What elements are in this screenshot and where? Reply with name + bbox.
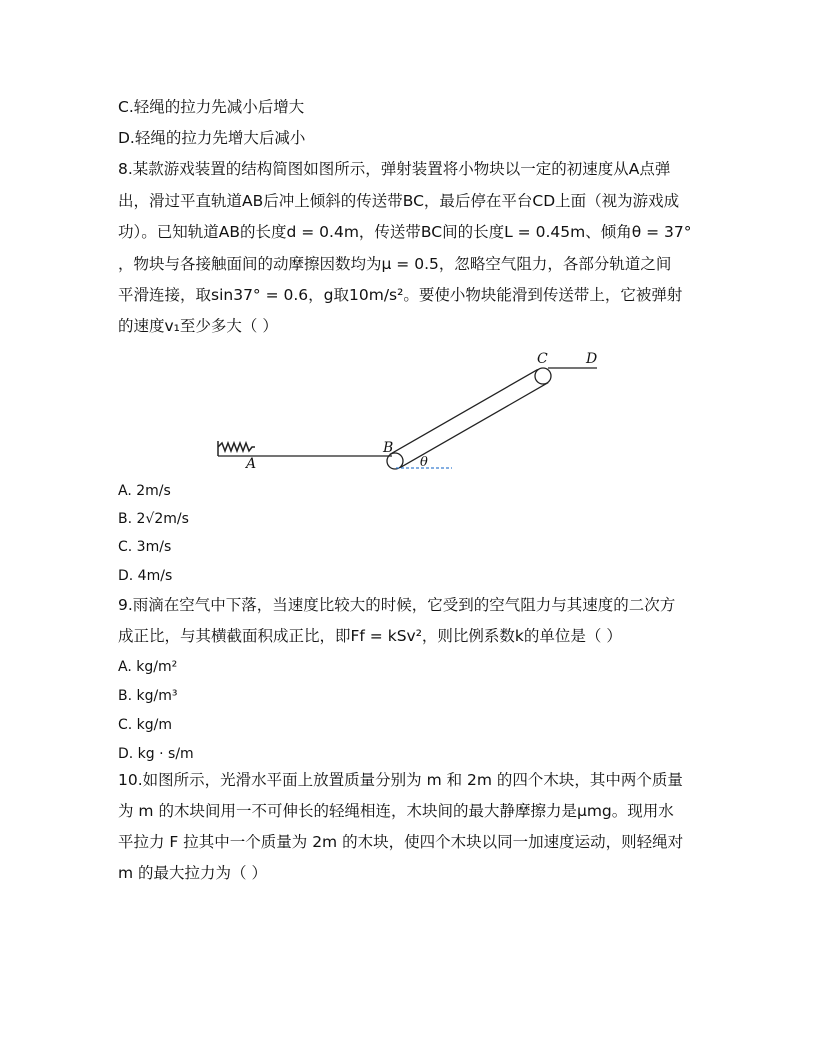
- spring-launcher: [218, 441, 255, 456]
- q8-text-line-6: 的速度v₁至少多大（ ）: [118, 317, 278, 335]
- label-b: B: [383, 440, 394, 456]
- q8-option-c: C. 3m/s: [118, 539, 172, 555]
- q9-option-c: C. kg/m: [118, 717, 173, 733]
- label-a: A: [246, 456, 257, 472]
- q8-text-line-1: 8.某款游戏装置的结构简图如图所示，弹射装置将小物块以一定的初速度从A点弹: [118, 160, 671, 178]
- q9-text-line-2: 成正比，与其横截面积成正比，即Ff = kSv²，则比例系数k的单位是（ ）: [118, 627, 622, 645]
- label-theta: θ: [420, 455, 428, 470]
- q9-text-line-1: 9.雨滴在空气中下落，当速度比较大的时候，它受到的空气阻力与其速度的二次方: [118, 596, 676, 614]
- q9-option-a: A. kg/m²: [118, 659, 178, 675]
- q8-option-a: A. 2m/s: [118, 483, 171, 499]
- q8-text-line-2: 出，滑过平直轨道AB后冲上倾斜的传送带BC，最后停在平台CD上面（视为游戏成: [118, 192, 680, 210]
- q9-option-d: D. kg · s/m: [118, 746, 194, 762]
- q10-text-line-1: 10.如图所示，光滑水平面上放置质量分别为 m 和 2m 的四个木块，其中两个质量: [118, 771, 683, 789]
- q9-option-b: B. kg/m³: [118, 688, 178, 704]
- q8-option-b: B. 2√2m/s: [118, 511, 189, 527]
- q8-text-line-4: ，物块与各接触面间的动摩擦因数均为μ = 0.5，忽略空气阻力，各部分轨道之间: [118, 255, 672, 273]
- q10-text-line-4: m 的最大拉力为（ ）: [118, 864, 267, 882]
- q8-option-d: D. 4m/s: [118, 568, 173, 584]
- q8-text-line-3: 功）。已知轨道AB的长度d = 0.4m，传送带BC间的长度L = 0.45m、倾角θ = 37°: [118, 223, 692, 241]
- conveyor-belt-bc: [387, 368, 551, 469]
- label-d: D: [586, 351, 598, 367]
- q7-option-c: C.轻绳的拉力先减小后增大: [118, 98, 305, 116]
- q7-option-d: D.轻绳的拉力先增大后减小: [118, 129, 306, 147]
- q8-text-line-5: 平滑连接，取sin37° = 0.6，g取10m/s²。要使小物块能滑到传送带上，它被弹射: [118, 286, 683, 304]
- q10-text-line-2: 为 m 的木块间用一不可伸长的轻绳相连，木块间的最大静摩擦力是μmg。现用水: [118, 802, 674, 820]
- label-c: C: [537, 351, 548, 367]
- q10-text-line-3: 平拉力 F 拉其中一个质量为 2m 的木块，使四个木块以同一加速度运动，则轻绳对: [118, 833, 684, 851]
